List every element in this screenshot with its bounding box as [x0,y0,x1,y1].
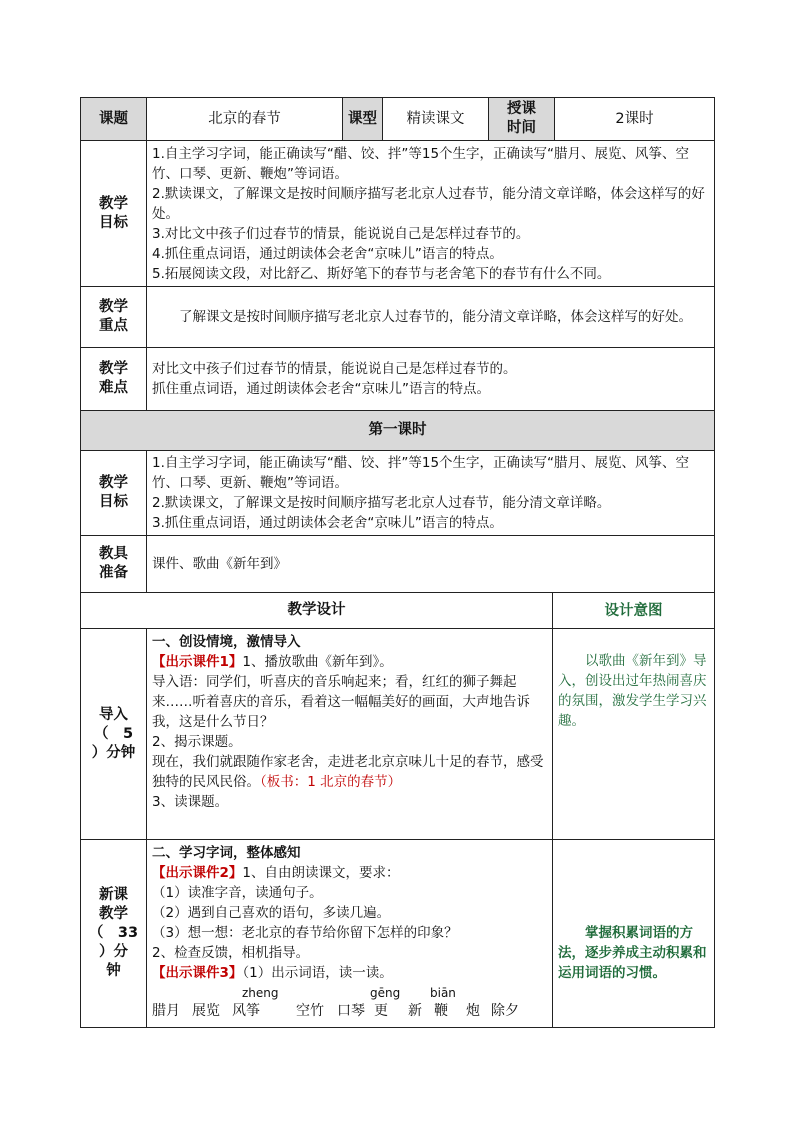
vocab-word: 新 [408,1003,422,1019]
goal-item: 3.对比文中孩子们过春节的情景，能说说自己是怎样过春节的。 [152,225,530,242]
intro-intent: 以歌曲《新年到》导入，创设出过年热闹喜庆的氛围，激发学生学习兴趣。 [553,629,715,840]
vocab-word: 鞭 [434,1003,448,1019]
newlesson-stage-line-4: ）分 [99,944,128,960]
courseware-2-tag: 【出示课件2】 [152,865,243,881]
vocabulary-row [152,983,550,1025]
vocab-word: 除夕 [491,1003,519,1019]
difficulties-label-line-2: 难点 [99,380,128,396]
vocab-word: 腊月 [152,1003,180,1019]
prep-label-line-2: 准备 [99,565,128,581]
newlesson-step-2: 2、检查反馈，相机指导。 [152,945,310,961]
keypoints-content: 了解课文是按时间顺序描写老北京人过春节的，能分清文章详略，体会这样写的好处。 [147,287,715,348]
type-label: 课型 [343,98,383,141]
design-table [80,592,715,1028]
newlesson-step-3: （1）出示词语，读一读。 [242,965,393,981]
lesson1-goal-item: 1.自主学习字词，能正确读写“醋、饺、拌”等15个生字，正确读写“腊月、展览、风筝、空竹、口琴、更新、鞭炮”等词语。 [152,455,690,491]
prep-label [81,536,147,593]
difficulty-item: 抓住重点词语，通过朗读体会老舍“京味儿”语言的特点。 [152,381,490,397]
intro-stage-line-3: ）分钟 [91,744,136,761]
difficulty-item: 对比文中孩子们过春节的情景，能说说自己是怎样过春节的。 [152,361,517,377]
intro-step-2: 2、揭示课题。 [152,734,242,750]
newlesson-stage-line-3: （ 33 [88,925,139,941]
lesson1-goals-content [147,451,715,536]
lesson1-goals-label-line-2: 目标 [99,494,128,510]
newlesson-stage-label [81,840,147,1028]
intro-speech: 导入语：同学们，听喜庆的音乐响起来；看，红红的狮子舞起来……听着喜庆的音乐，看着这一幅幅美好的画面，大声地告诉我，这是什么节日？ [152,674,530,730]
courseware-3-tag: 【出示课件3】 [152,965,243,981]
vocab-word: 空竹 [296,1003,324,1019]
difficulties-label [81,348,147,411]
requirement-item: （3）想一想：老北京的春节给你留下怎样的印象？ [152,925,458,941]
newlesson-stage-line-2: 教学 [99,906,128,922]
goal-item: 2.默读课文，了解课文是按时间顺序描写老北京人过春节，能分清文章详略，体会这样写的好处。 [152,185,705,222]
lesson1-goal-item: 3.抓住重点词语，通过朗读体会老舍“京味儿”语言的特点。 [152,515,503,531]
pinyin-geng: gēng [370,986,401,1000]
requirement-item: （1）读准字音，读通句子。 [152,885,323,901]
prep-content: 课件、歌曲《新年到》 [147,536,715,593]
pinyin-zheng: zheng [242,986,279,1000]
pinyin-bian: biān [430,986,456,1000]
goal-item: 1.自主学习字词，能正确读写“醋、饺、拌”等15个生字，正确读写“腊月、展览、风筝、空竹、口琴、更新、鞭炮”等词语。 [152,145,690,182]
vocab-word: 更 [374,1003,388,1019]
time-label-line-2: 时间 [507,120,536,136]
lesson1-goals-label [81,451,147,536]
goals-content [147,141,715,287]
newlesson-content [147,840,553,1028]
type-value: 精读课文 [383,98,489,141]
vocab-word: 炮 [466,1003,480,1019]
intro-step-2-text: 现在，我们就跟随作家老舍，走进老北京京味儿十足的春节，感受独特的民风民俗。 [152,754,544,790]
lesson1-title: 第一课时 [81,411,715,451]
goals-label [81,141,147,287]
time-label [489,98,555,141]
intro-content [147,629,553,840]
keypoints-label [81,287,147,348]
prep-label-line-1: 教具 [99,546,128,562]
newlesson-heading: 二、学习字词，整体感知 [152,845,301,861]
intro-stage-label [81,629,147,840]
board-note: （板书：1 北京的春节） [260,774,402,790]
vocab-word: 风筝 [232,1003,260,1019]
intro-stage-line-1: 导入 [99,706,128,723]
difficulties-content [147,348,715,411]
vocab-word: 展览 [192,1003,220,1019]
time-label-line-1: 授课 [507,101,536,117]
keypoints-label-line-2: 重点 [99,318,128,334]
difficulties-label-line-1: 教学 [99,361,128,377]
intro-step-3: 3、读课题。 [152,794,229,810]
goals-label-line-2: 目标 [99,214,128,231]
intro-stage-line-2: （ 5 [93,725,134,742]
intent-column-header: 设计意图 [553,593,715,629]
intro-heading: 一、创设情境，激情导入 [152,634,301,650]
topic-value: 北京的春节 [147,98,343,141]
time-value: 2课时 [555,98,715,141]
intro-step-1: 1、播放歌曲《新年到》。 [242,654,393,670]
lesson1-goals-label-line-1: 教学 [99,475,128,491]
goals-label-line-1: 教学 [99,195,128,212]
design-column-header: 教学设计 [81,593,553,629]
lesson-plan-table [80,97,715,593]
goal-item: 5.拓展阅读文段，对比舒乙、斯妤笔下的春节与老舍笔下的春节有什么不同。 [152,265,611,282]
lesson-plan [80,97,714,1028]
newlesson-intent: 掌握积累词语的方法，逐步养成主动积累和运用词语的习惯。 [553,840,715,1028]
newlesson-stage-line-1: 新课 [99,887,128,903]
newlesson-step-1: 1、自由朗读课文，要求： [242,865,400,881]
newlesson-stage-line-5: 钟 [106,963,121,979]
keypoints-label-line-1: 教学 [99,299,128,315]
goal-item: 4.抓住重点词语，通过朗读体会老舍“京味儿”语言的特点。 [152,245,503,262]
lesson1-goal-item: 2.默读课文，了解课文是按时间顺序描写老北京人过春节，能分清文章详略。 [152,495,611,511]
topic-label: 课题 [81,98,147,141]
requirement-item: （2）遇到自己喜欢的语句，多读几遍。 [152,905,391,921]
vocab-word: 口琴 [337,1003,365,1019]
courseware-1-tag: 【出示课件1】 [152,654,243,670]
